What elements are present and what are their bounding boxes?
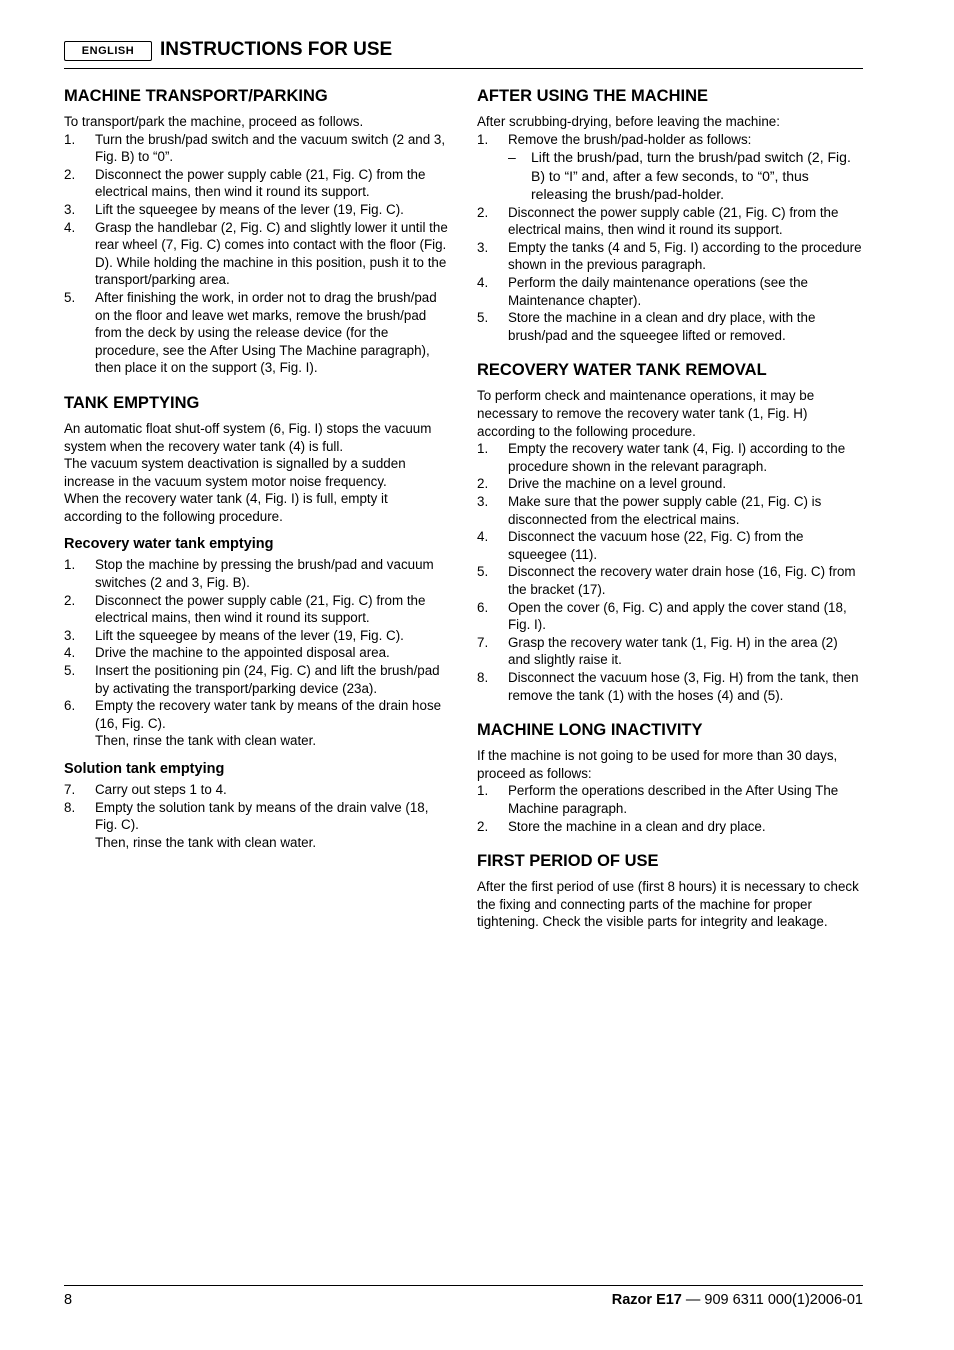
removal-title: RECOVERY WATER TANK REMOVAL bbox=[477, 361, 767, 380]
document-code: — 909 6311 000(1)2006-01 bbox=[681, 1292, 863, 1308]
list-item: 4. Drive the machine to the appointed disposal area. bbox=[64, 645, 390, 661]
list-item: 7. Carry out steps 1 to 4. bbox=[64, 782, 227, 797]
removal-list bbox=[477, 440, 863, 704]
list-item: 2. Disconnect the power supply cable (21, Fig. C) from the electrical mains, then wind it round its support. bbox=[64, 166, 426, 200]
page-footer bbox=[64, 1285, 863, 1316]
section-transport bbox=[64, 86, 448, 377]
inactivity-list bbox=[477, 782, 863, 835]
list-item: 5. Insert the positioning pin (24, Fig. C) and lift the brush/pad by activating the transport/parking device (23a). bbox=[64, 663, 440, 696]
tank-title: TANK EMPTYING bbox=[64, 393, 200, 412]
after-intro: After scrubbing-drying, before leaving the machine: bbox=[477, 114, 780, 129]
tank-paragraph: When the recovery water tank (4, Fig. I) is full, empty it according to the following procedure. bbox=[64, 491, 388, 524]
removal-intro: To perform check and maintenance operations, it may be necessary to remove the recovery water tank (1, Fig. H) according to the following procedure. bbox=[477, 388, 815, 439]
list-item: 3. Lift the squeegee by means of the lever (19, Fig. C). bbox=[64, 201, 404, 217]
transport-list bbox=[64, 131, 448, 377]
tank-paragraph: An automatic float shut-off system (6, Fig. I) stops the vacuum system when the recovery water tank (4) is full. bbox=[64, 420, 432, 454]
list-item: 4. Disconnect the vacuum hose (22, Fig. C) from the squeegee (11). bbox=[477, 529, 804, 562]
sub-list-item: – Lift the brush/pad, turn the brush/pad switch (2, Fig. B) to “I” and, after a few seconds, to “0”, thus releasing the brush/pad-holder. bbox=[508, 149, 851, 203]
transport-title: MACHINE TRANSPORT/PARKING bbox=[64, 87, 328, 105]
list-item: 6. Empty the recovery water tank by means of the drain hose (16, Fig. C). Then, rinse the tank with clean water. bbox=[64, 698, 442, 749]
first-period-text: After the first period of use (first 8 hours) it is necessary to check the fixing and connecting parts of the machine for proper tightening. Check the visible parts for integrity and leakage. bbox=[477, 879, 859, 930]
list-item: 5. Disconnect the recovery water drain hose (16, Fig. C) from the bracket (17). bbox=[477, 564, 856, 597]
list-item: 8. Disconnect the vacuum hose (3, Fig. H) from the tank, then remove the tank (1) with the hoses (4) and (5). bbox=[477, 669, 859, 703]
list-item: 5. Store the machine in a clean and dry place, with the brush/pad and the squeegee lifted or removed. bbox=[477, 310, 816, 343]
list-item: 2. Drive the machine on a level ground. bbox=[477, 476, 727, 492]
tank-paragraph: The vacuum system deactivation is signalled by a sudden increase in the vacuum system motor noise frequency. bbox=[64, 456, 406, 489]
list-item: 4. Grasp the handlebar (2, Fig. C) and slightly lower it until the rear wheel (7, Fig. C) comes into contact with the floor (Fig. D). While holding the machine in this position, push it to the transport/parking area. bbox=[64, 219, 448, 288]
list-item: 5. After finishing the work, in order not to drag the brush/pad on the floor and leave wet marks, remove the brush/pad from the deck by using the release device (for the procedure, see the After Using The Machine paragraph), then place it on the support (3, Fig. I). bbox=[64, 289, 437, 376]
section-first-period bbox=[477, 851, 863, 931]
after-title: AFTER USING THE MACHINE bbox=[477, 87, 708, 105]
solution-subtitle: Solution tank emptying bbox=[64, 761, 225, 777]
document-reference bbox=[612, 1292, 863, 1308]
list-item: 6. Open the cover (6, Fig. C) and apply the cover stand (18, Fig. I). bbox=[477, 599, 847, 633]
list-item: 2. Disconnect the power supply cable (21, Fig. C) from the electrical mains, then wind it round its support. bbox=[477, 204, 839, 238]
list-item: 3. Make sure that the power supply cable (21, Fig. C) is disconnected from the electrical mains. bbox=[477, 494, 822, 527]
list-item: 1. Perform the operations described in the After Using The Machine paragraph. bbox=[477, 783, 839, 816]
header-title: INSTRUCTIONS FOR USE bbox=[160, 39, 393, 60]
list-item: 2. Disconnect the power supply cable (21, Fig. C) from the electrical mains, then wind it round its support. bbox=[64, 592, 426, 626]
list-item: 7. Grasp the recovery water tank (1, Fig. H) in the area (2) and slightly raise it. bbox=[477, 634, 838, 668]
recovery-subtitle: Recovery water tank emptying bbox=[64, 536, 274, 553]
solution-list bbox=[64, 781, 448, 851]
list-item: 4. Perform the daily maintenance operations (see the Maintenance chapter). bbox=[477, 275, 808, 308]
list-item: 3. Empty the tanks (4 and 5, Fig. I) according to the procedure shown in the previous paragraph. bbox=[477, 239, 862, 273]
list-item: 1. Empty the recovery water tank (4, Fig. I) according to the procedure shown in the relevant paragraph. bbox=[477, 441, 846, 474]
section-tank-emptying bbox=[64, 393, 448, 851]
section-long-inactivity bbox=[477, 720, 863, 835]
inactivity-title: MACHINE LONG INACTIVITY bbox=[477, 721, 703, 740]
list-item: 1. Turn the brush/pad switch and the vacuum switch (2 and 3, Fig. B) to “0”. bbox=[64, 131, 446, 165]
after-list bbox=[477, 131, 863, 345]
right-column bbox=[477, 86, 863, 947]
model-name: Razor E17 bbox=[611, 1292, 682, 1308]
transport-intro: To transport/park the machine, proceed as follows. bbox=[64, 114, 364, 129]
section-after-use bbox=[477, 86, 863, 344]
section-tank-removal bbox=[477, 360, 863, 704]
page-header bbox=[64, 40, 863, 69]
list-item: 2. Store the machine in a clean and dry place. bbox=[477, 818, 766, 834]
page-number: 8 bbox=[64, 1292, 73, 1308]
list-item: 1. Stop the machine by pressing the brush/pad and vacuum switches (2 and 3, Fig. B). bbox=[64, 557, 434, 591]
first-period-title: FIRST PERIOD OF USE bbox=[477, 852, 659, 871]
recovery-list bbox=[64, 556, 448, 750]
list-item: 8. Empty the solution tank by means of the drain valve (18, Fig. C). Then, rinse the tank with clean water. bbox=[64, 799, 429, 850]
language-badge: ENGLISH bbox=[64, 41, 152, 61]
left-column bbox=[64, 86, 448, 867]
list-item: 3. Lift the squeegee by means of the lever (19, Fig. C). bbox=[64, 627, 404, 643]
inactivity-intro: If the machine is not going to be used for more than 30 days, proceed as follows: bbox=[477, 748, 838, 781]
list-item: 1. Remove the brush/pad-holder as follows: – Lift the brush/pad, turn the brush/pad switch (2, Fig. B) to “I” and, after a few seconds, to “0”, thus releasing the brush/pad-holder. bbox=[477, 131, 863, 204]
